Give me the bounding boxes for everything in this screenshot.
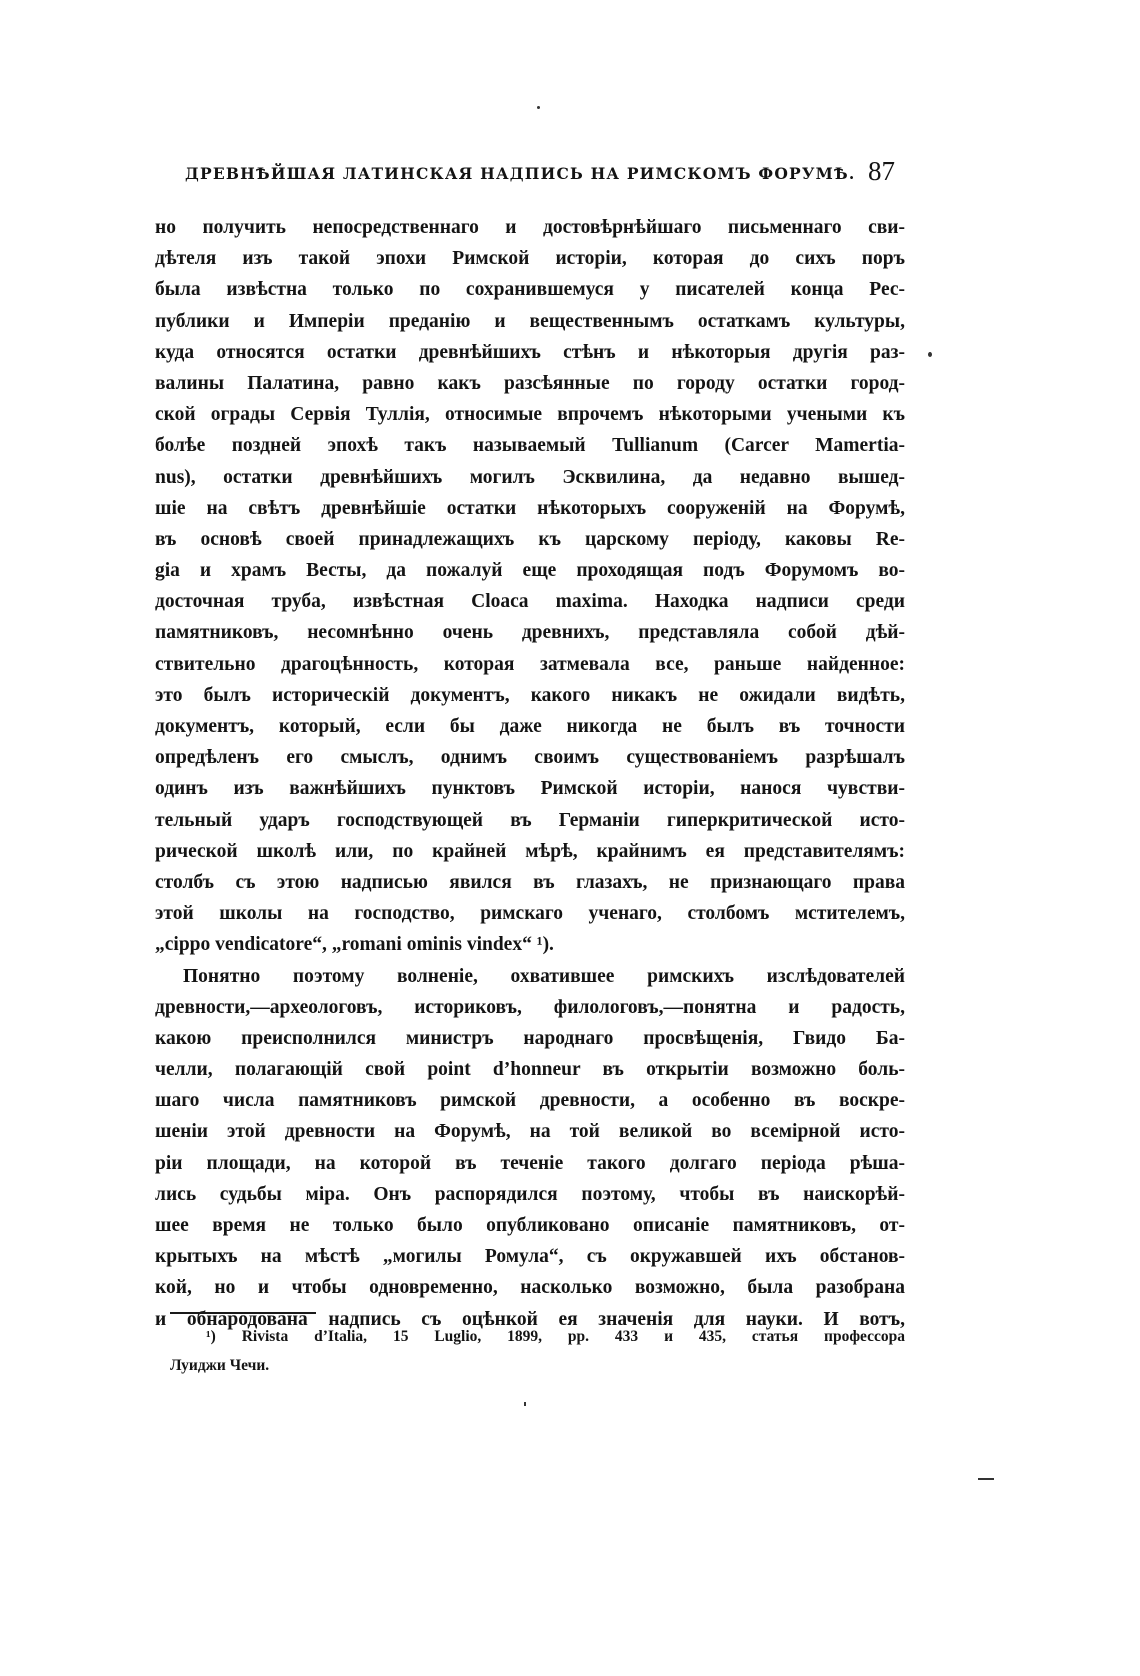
- text-line: но получить непосредственнаго и достовѣрнѣйшаго письменнаго сви-: [155, 217, 905, 238]
- text-line: публики и Имперіи преданію и вещественнымъ остаткамъ культуры,: [155, 310, 905, 332]
- text-line: древности,—археологовъ, историковъ, филологовъ,—понятна и радость,: [155, 996, 905, 1018]
- text-line: „cippo vendicatore“, „romani ominis vindex“ ¹).: [155, 934, 554, 956]
- text-line: шее время не только было опубликовано описаніе памятниковъ, от-: [155, 1215, 905, 1236]
- text-line: ріи площади, на которой въ теченіе такого долгаго періода рѣша-: [155, 1152, 905, 1174]
- text-line: и обнародована надпись съ оцѣнкой ея значенія для науки. И вотъ,: [155, 1308, 905, 1330]
- footnote-divider: [170, 1312, 316, 1314]
- paragraph-start-line: Понятно поэтому волненіе, охватившее римскихъ изслѣдователей: [183, 965, 905, 987]
- text-line: ской ограды Сервія Туллія, относимые впрочемъ нѣкоторыми учеными къ: [155, 404, 905, 426]
- text-line: nus), остатки древнѣйшихъ могилъ Эсквилина, да недавно вышед-: [155, 466, 905, 488]
- page-number: 87: [868, 156, 895, 186]
- text-line: одинъ изъ важнѣйшихъ пунктовъ Римской исторіи, нанося чувстви-: [155, 778, 905, 800]
- text-line: ствительно драгоцѣнность, которая затмевала все, раньше найденное:: [155, 653, 905, 675]
- text-line: документъ, который, если бы даже никогда не былъ въ точности: [155, 716, 905, 737]
- text-line: это былъ историческій документъ, какого никакъ не ожидали видѣть,: [155, 684, 905, 706]
- text-line: столбъ съ этою надписью явился въ глазахъ, не признающаго права: [155, 871, 905, 893]
- scan-dot: [928, 352, 932, 357]
- text-line: крытыхъ на мѣстѣ „могилы Ромула“, съ окружавшей ихъ обстанов-: [155, 1246, 905, 1268]
- text-line: челли, полагающій свой point d’honneur въ открытіи возможно боль-: [155, 1059, 905, 1081]
- text-line: тельный ударъ господствующей въ Германіи гиперкритической исто-: [155, 809, 905, 831]
- text-line: опредѣленъ его смыслъ, однимъ своимъ существованіемъ разрѣшалъ: [155, 747, 905, 769]
- scan-dash: [978, 1478, 994, 1480]
- text-line: въ основѣ своей принадлежащихъ къ царскому періоду, каковы Re-: [155, 528, 905, 550]
- text-line: дѣтеля изъ такой эпохи Римской исторіи, которая до сихъ поръ: [155, 248, 905, 270]
- text-line: была извѣстна только по сохранившемуся у писателей конца Рес-: [155, 279, 905, 301]
- text-line: досточная труба, извѣстная Cloaca maxima. Находка надписи среди: [155, 591, 905, 613]
- text-line: валины Палатина, равно какъ разсѣянные по городу остатки город-: [155, 372, 905, 394]
- text-line: gia и храмъ Весты, да пожалуй еще проходящая подъ Форумомъ во-: [155, 560, 905, 582]
- text-line: куда относятся остатки древнѣйшихъ стѣнъ и нѣкоторыя другія раз-: [155, 341, 905, 363]
- text-line: кой, но и чтобы одновременно, насколько возможно, была разобрана: [155, 1277, 905, 1299]
- text-line: болѣе поздней эпохѣ такъ называемый Tullianum (Carcer Mamertia-: [155, 435, 905, 457]
- text-line: памятниковъ, несомнѣнно очень древнихъ, представляла собой дѣй-: [155, 622, 905, 644]
- running-title: ДРЕВНѢЙШАЯ ЛАТИНСКАЯ НАДПИСЬ НА РИМСКОМЪ ФОРУМѢ.: [185, 164, 856, 183]
- text-line: шіе на свѣтъ древнѣйшіе остатки нѣкоторыхъ сооруженій на Форумѣ,: [155, 497, 905, 519]
- scan-dot: [537, 106, 540, 109]
- text-line: этой школы на господство, римскаго ученаго, столбомъ мстителемъ,: [155, 903, 905, 925]
- text-line: шеніи этой древности на Форумѣ, на той великой во всемірной исто-: [155, 1121, 905, 1143]
- scan-dot: [524, 1402, 526, 1406]
- text-line: шаго числа памятниковъ римской древности, а особенно въ воскре-: [155, 1090, 905, 1112]
- text-line: какою преисполнился министръ народнаго просвѣщенія, Гвидо Ба-: [155, 1027, 905, 1049]
- text-line: лись судьбы міра. Онъ распорядился поэтому, чтобы въ наискорѣй-: [155, 1183, 905, 1205]
- body-text: [155, 212, 905, 1335]
- footnote-line: ¹) Rivista d’Italia, 15 Luglio, 1899, pp. 433 и 435, статья профессора: [206, 1328, 905, 1345]
- text-line: рической школѣ или, по крайней мѣрѣ, крайнимъ ея представителямъ:: [155, 840, 905, 862]
- running-header: [185, 156, 895, 190]
- footnote: [170, 1322, 905, 1380]
- footnote-line: Луиджи Чечи.: [170, 1357, 270, 1374]
